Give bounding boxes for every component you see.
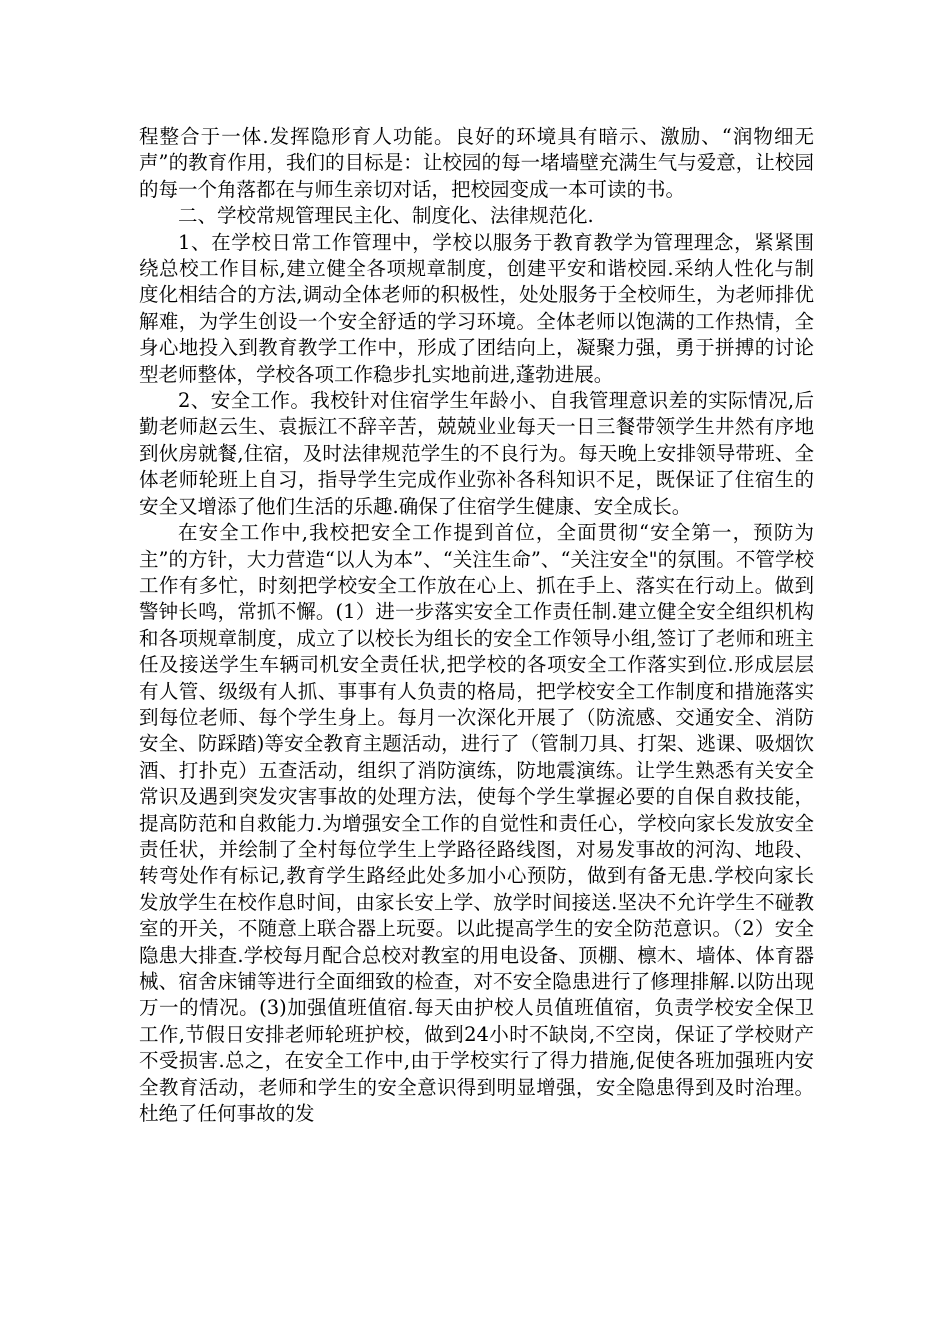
document-body	[139, 124, 814, 1127]
section-heading-2: 二、学校常规管理民主化、制度化、法律规范化.	[178, 204, 594, 228]
paragraph-safety-work: 2、安全工作。我校针对住宿学生年龄小、自我管理意识差的实际情况,后勤老师赵云生、袁振江不辞辛苦，兢兢业业每天一日三餐带领学生井然有序地到伙房就餐,住宿，及时法律规范学生的不良行为。每天晚上安排领导带班、全体老师轮班上自习，指导学生完成作业弥补各科知识不足，既保证了住宿生的安全又增添了他们生活的乐趣.确保了住宿学生健康、安全成长。	[139, 389, 814, 518]
paragraph-management: 1、在学校日常工作管理中，学校以服务于教育教学为管理理念，紧紧围绕总校工作目标,建立健全各项规章制度，创建平安和谐校园.采纳人性化与制度化相结合的方法,调动全体老师的积极性，处处服务于全校师生，为老师排优解难，为学生创设一个安全舒适的学习环境。全体老师以饱满的工作热情，全身心地投入到教育教学工作中，形成了团结向上，凝聚力强，勇于拼搏的讨论型老师整体，学校各项工作稳步扎实地前进,蓬勃进展。	[139, 230, 814, 386]
paragraph-safety-details: 在安全工作中,我校把安全工作提到首位，全面贯彻“安全第一，预防为主”的方针，大力营造“以人为本”、“关注生命”、“关注安全"的氛围。不管学校工作有多忙，时刻把学校安全工作放在心上、抓在手上、落实在行动上。做到警钟长鸣，常抓不懈。(1）进一步落实安全工作责任制.建立健全安全组织机构和各项规章制度，成立了以校长为组长的安全工作领导小组,签订了老师和班主任及接送学生车辆司机安全责任状,把学校的各项安全工作落实到位.形成层层有人管、级级有人抓、事事有人负责的格局，把学校安全工作制度和措施落实到每位老师、每个学生身上。每月一次深化开展了（防流感、交通安全、消防安全、防踩踏)等安全教育主题活动，进行了（管制刀具、打架、逃课、吸烟饮酒、打扑克）五查活动，组织了消防演练，防地震演练。让学生熟悉有关安全常识及遇到突发灾害事故的处理方法，使每个学生掌握必要的自保自救技能，提高防范和自救能力.为增强安全工作的自觉性和责任心，学校向家长发放安全责任状，并绘制了全村每位学生上学路径路线图，对易发事故的河沟、地段、转弯处作有标记,教育学生路经此处多加小心预防，做到有备无患.学校向家长发放学生在校作息时间，由家长安上学、放学时间接送.坚决不允许学生不碰教室的开关，不随意上联合器上玩耍。以此提高学生的安全防范意识。（2）安全隐患大排查.学校每月配合总校对教室的用电设备、顶棚、檩木、墙体、体育器械、宿舍床铺等进行全面细致的检查，对不安全隐患进行了修理排解.以防出现万一的情况。(3)加强值班值宿.每天由护校人员值班值宿，负责学校安全保卫工作,节假日安排老师轮班护校，做到24小时不缺岗,不空岗，保证了学校财产不受损害.总之，在安全工作中,由于学校实行了得力措施,促使各班加强班内安全教育活动，老师和学生的安全意识得到明显增强，安全隐患得到及时治理。杜绝了任何事故的发	[139, 521, 814, 1126]
paragraph-intro-continued: 程整合于一体.发挥隐形育人功能。良好的环境具有暗示、激励、“润物细无声”的教育作用，我们的目标是：让校园的每一堵墙壁充满生气与爱意，让校园的每一个角落都在与师生亲切对话，把校园变成一本可读的书。	[139, 125, 814, 201]
